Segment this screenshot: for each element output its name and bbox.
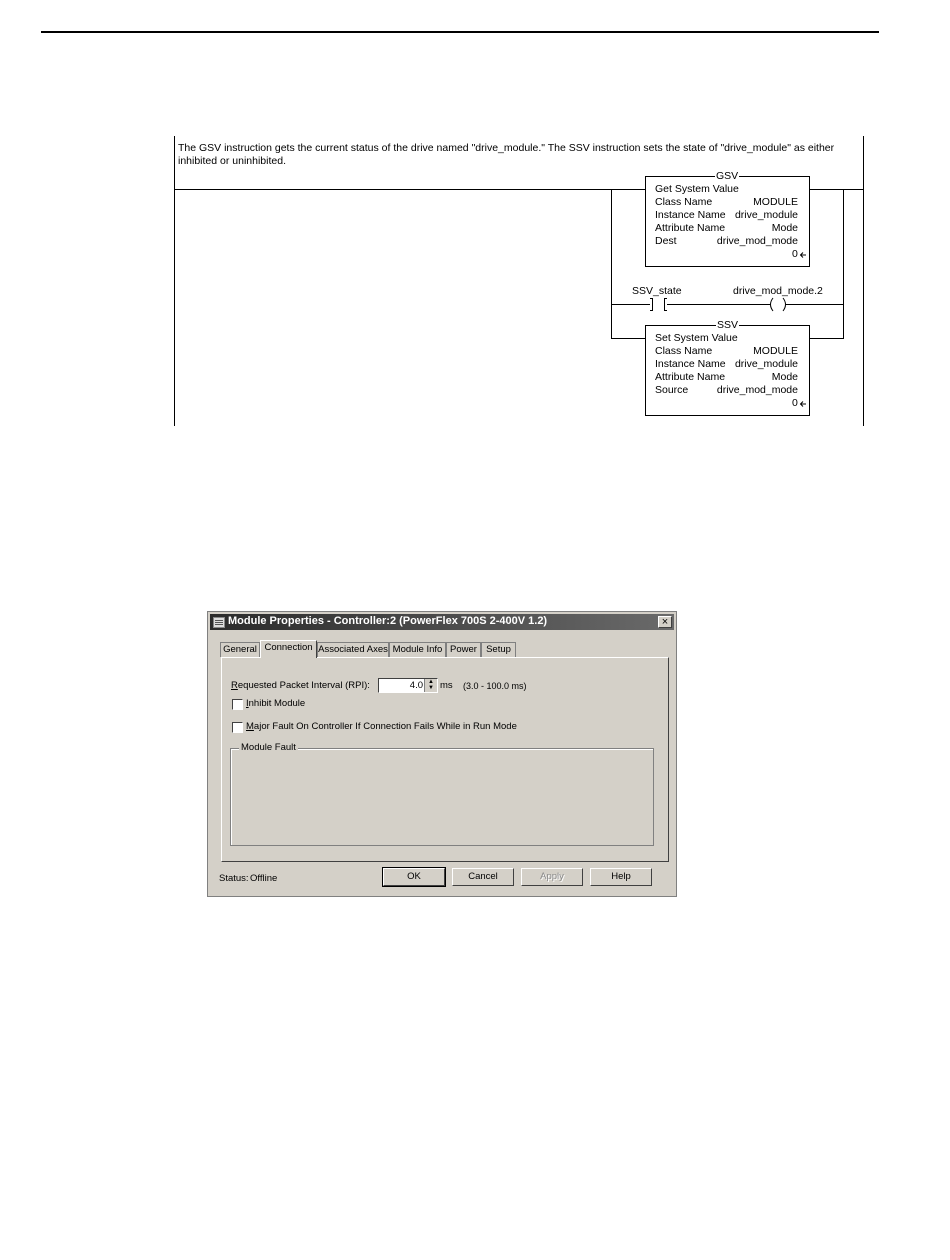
- coil-tag: drive_mod_mode.2: [733, 285, 823, 297]
- coil-right-arc: [783, 298, 786, 311]
- tab-associated-axes[interactable]: Associated Axes: [318, 644, 388, 655]
- inhibit-module-checkbox[interactable]: [232, 699, 243, 710]
- module-properties-dialog: [207, 611, 677, 897]
- module-fault-group: [230, 742, 654, 846]
- rpi-spin-arrows[interactable]: [424, 679, 437, 692]
- gsv-heading: Get System Value: [655, 183, 739, 195]
- dialog-title: Module Properties - Controller:2 (PowerFlex 700S 2-400V 1.2): [228, 615, 548, 627]
- major-fault-label[interactable]: Major Fault On Controller If Connection Fails While in Run Mode: [246, 721, 517, 732]
- major-fault-checkbox[interactable]: [232, 722, 243, 733]
- ladder-rung-figure: The GSV instruction gets the current status of the drive named "drive_module." The SSV instruction sets the state of "drive_module" as either inhibited or uninhibited. GSV Get System Value Class Name MODULE Instance Name drive_module Attribute Name Mode Dest drive_mod_mode 0 SSV_state drive_mod_mode.2 SSV Set System Value Class Name MODULE Instance Name drive_module Attribute Name Mode Source drive_mod_mode 0: [0, 0, 950, 440]
- ssv-source-value: 0: [792, 397, 798, 409]
- tab-setup[interactable]: Setup: [481, 642, 516, 657]
- gsv-block-title: GSV: [716, 170, 739, 182]
- gsv-dest-arrow: [801, 253, 807, 258]
- status-label: Status:: [219, 873, 249, 884]
- tab-general[interactable]: General: [220, 642, 260, 657]
- tab-connection[interactable]: Connection: [260, 640, 317, 658]
- cancel-button[interactable]: Cancel: [452, 868, 514, 886]
- inhibit-module-label[interactable]: Inhibit Module: [246, 698, 306, 709]
- rpi-spinner[interactable]: [378, 678, 438, 693]
- module-fault-label: Module Fault: [241, 742, 296, 753]
- apply-button[interactable]: Apply: [521, 868, 583, 886]
- rpi-unit: ms: [440, 680, 453, 691]
- rung-comment: The GSV instruction gets the current status of the drive named "drive_module." The SSV instruction sets the state of "drive_module" as either inhibited or uninhibited.: [178, 142, 835, 167]
- ladder-diagram: [0, 0, 950, 440]
- close-button[interactable]: ×: [658, 616, 672, 628]
- ssv-heading: Set System Value: [655, 332, 738, 344]
- ok-button[interactable]: OK: [383, 868, 445, 886]
- dialog-titlebar[interactable]: [210, 614, 674, 630]
- spin-down-icon[interactable]: ▼: [428, 685, 434, 691]
- contact-tag: SSV_state: [632, 285, 682, 297]
- status-value: Offline: [250, 873, 278, 884]
- connection-tab-panel: [221, 657, 669, 862]
- tab-module-info[interactable]: Module Info: [389, 642, 446, 657]
- gsv-dest-value: 0: [792, 248, 798, 260]
- help-button[interactable]: Help: [590, 868, 652, 886]
- ssv-block-title: SSV: [717, 319, 739, 331]
- rpi-label: Requested Packet Interval (RPI):: [231, 680, 370, 691]
- coil-left-arc: [771, 298, 774, 311]
- tab-power[interactable]: Power: [446, 642, 481, 657]
- rpi-range: (3.0 - 100.0 ms): [463, 681, 527, 691]
- rpi-value: 4.0: [409, 680, 423, 691]
- spin-up-icon[interactable]: ▲: [428, 679, 434, 685]
- ssv-source-arrow: [801, 402, 807, 407]
- window-menu-icon[interactable]: [213, 617, 225, 628]
